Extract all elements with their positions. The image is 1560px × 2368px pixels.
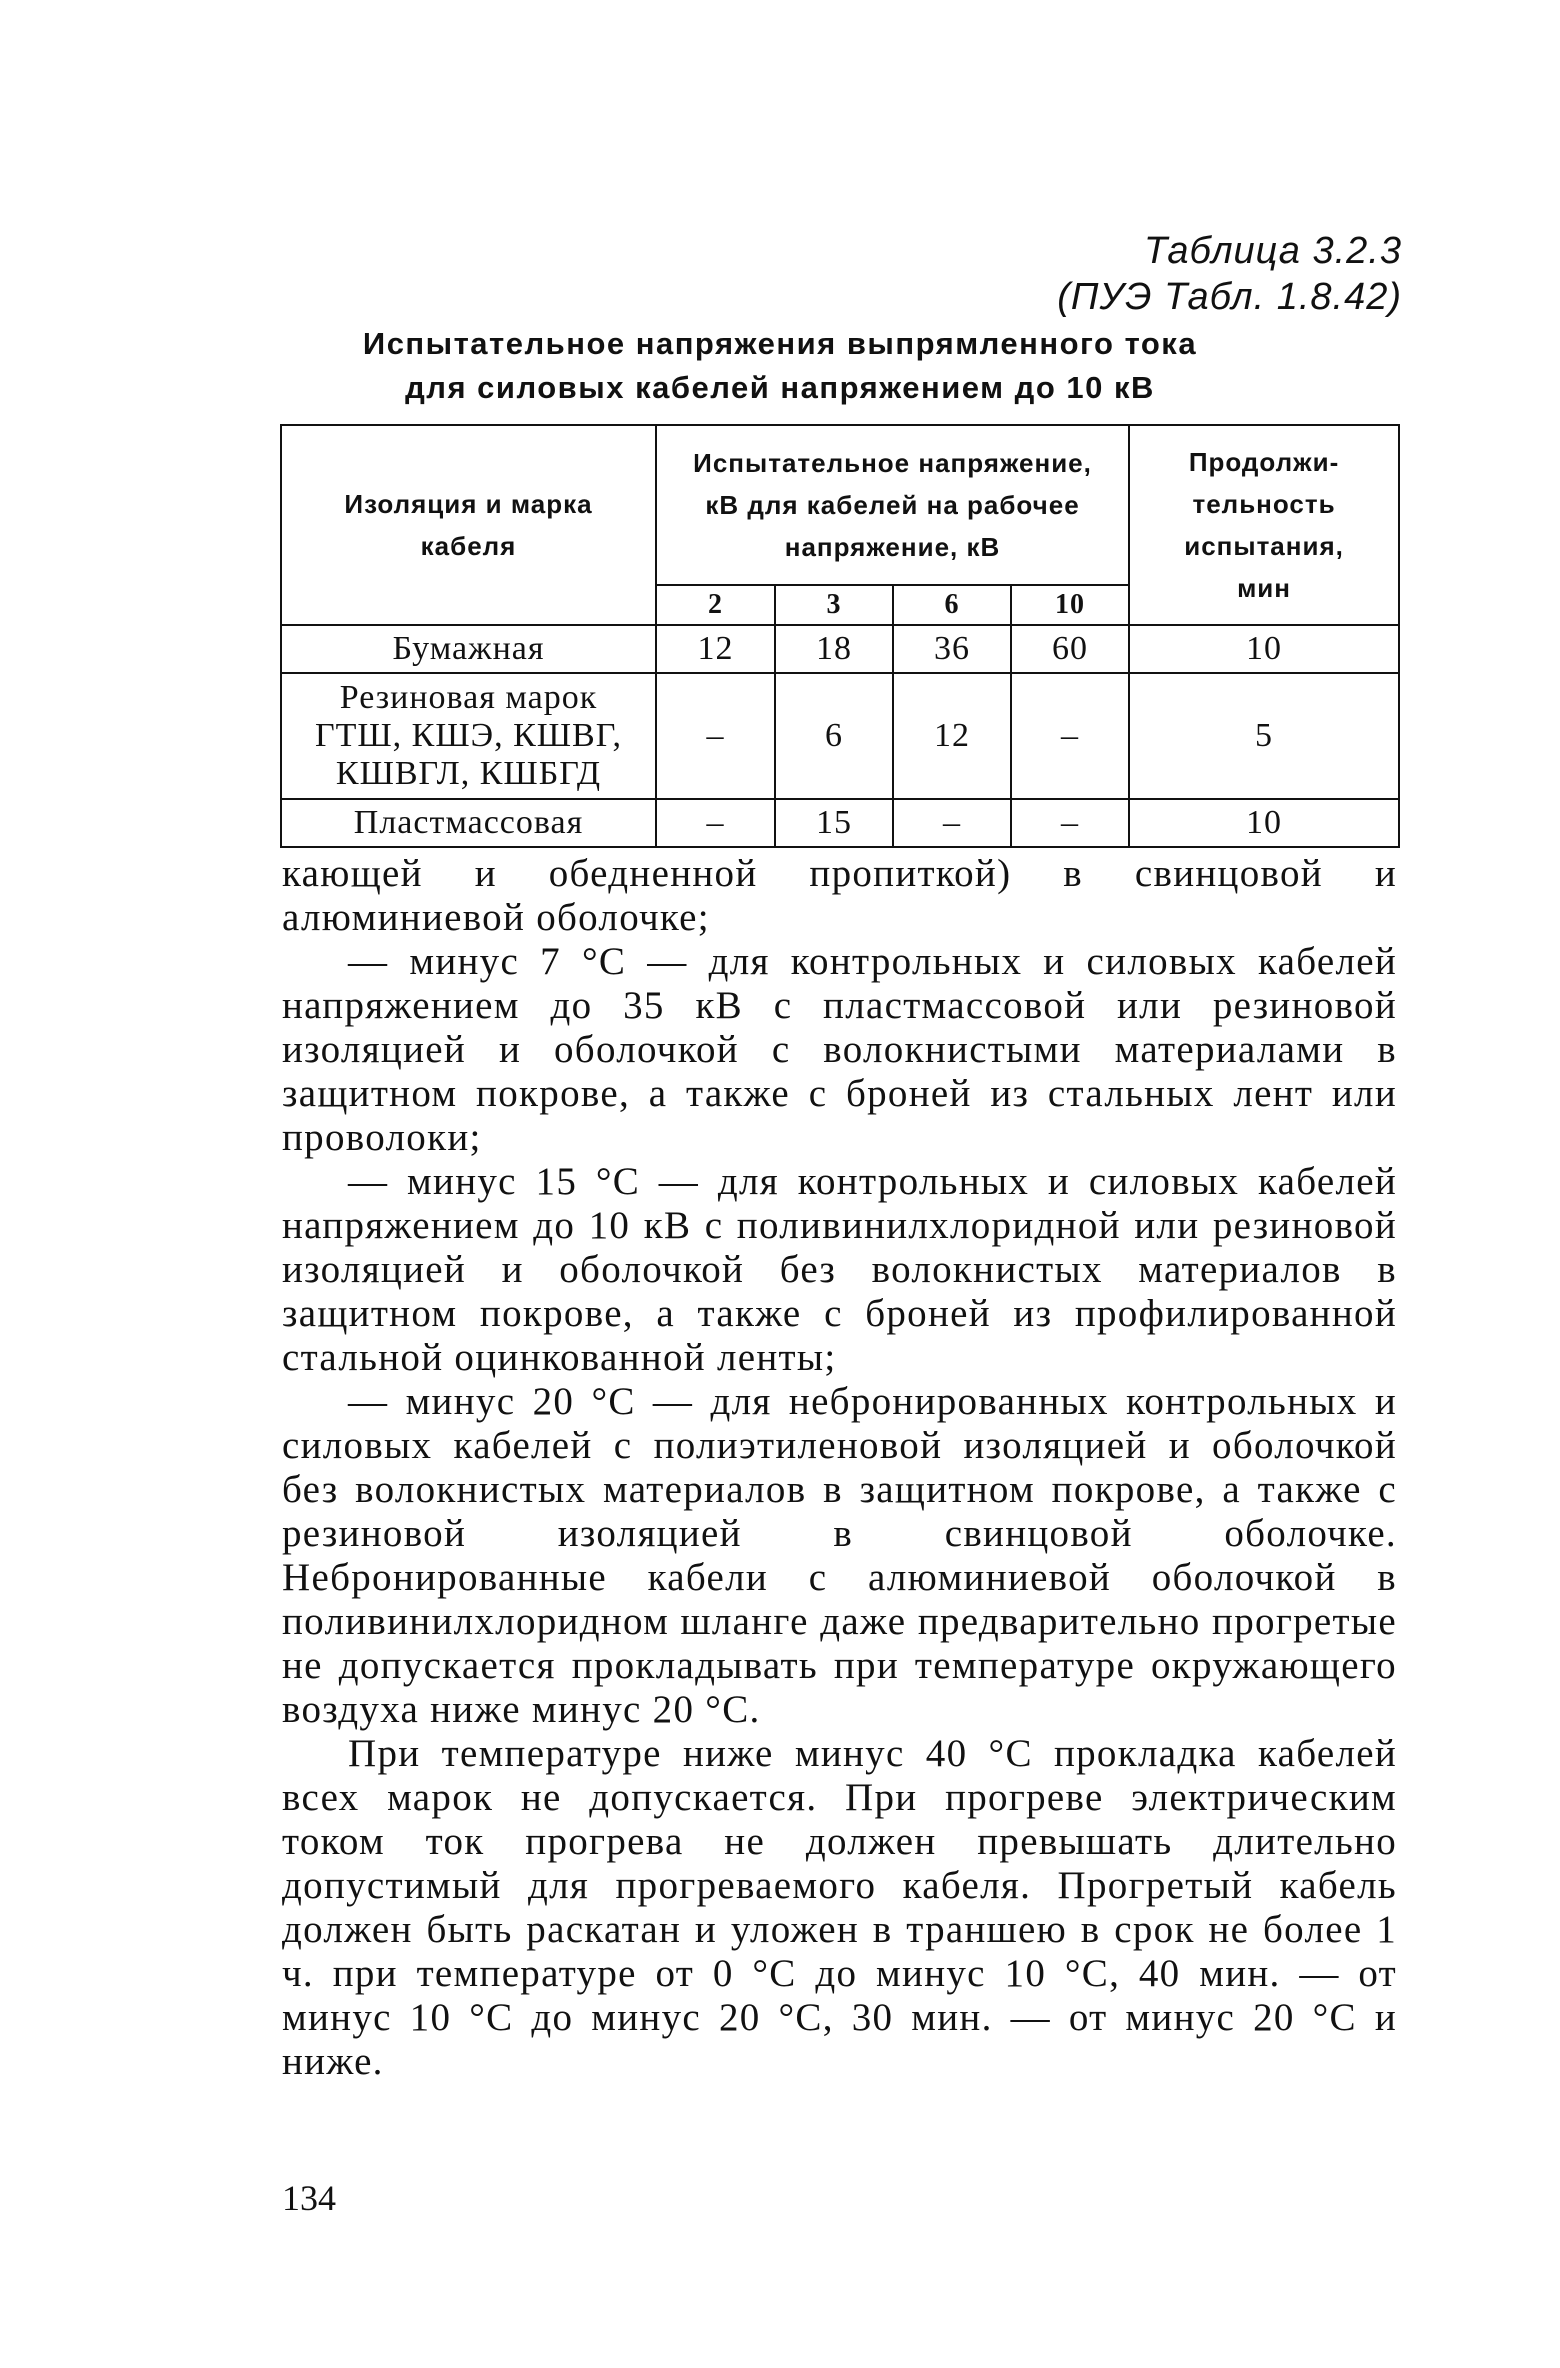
header-test-voltage: Испытательное напряжение, кВ для кабелей на рабочее напряжение, кВ: [656, 425, 1129, 585]
header-voltage-2: 2: [656, 585, 775, 625]
cell-value: 60: [1011, 625, 1129, 673]
table-reference: (ПУЭ Табл. 1.8.42): [1057, 276, 1402, 318]
header-voltage-3: 3: [775, 585, 893, 625]
table-row: [281, 673, 1399, 799]
paragraph: — минус 15 °С — для контрольных и силовых кабелей напряжением до 10 кВ с поливинилхлоридной или резиновой изоляцией и оболочкой без волокнистых материалов в защитном покрове, а также с броней из профилированной стальной оцинкованной ленты;: [282, 1160, 1397, 1379]
paragraph: — минус 20 °С — для небронированных контрольных и силовых кабелей с полиэтиленовой изоляцией и оболочкой без волокнистых материалов в защитном покрове, а также с резиновой изоляцией в свинцовой оболочке. Небронированные кабели с алюминиевой оболочкой в поливинилхлоридном шланге даже предварительно прогретые не допускается прокладывать при температуре окружающего воздуха ниже минус 20 °С.: [282, 1380, 1397, 1731]
header-voltage-6: 6: [893, 585, 1011, 625]
cell-duration: 5: [1129, 673, 1399, 799]
table-number: Таблица 3.2.3: [1144, 230, 1402, 272]
header-duration: Продолжи-тельность испытания, мин: [1129, 425, 1399, 625]
table-row: [281, 799, 1399, 847]
paragraph: кающей и обедненной пропиткой) в свинцовой и алюминиевой оболочке;: [282, 852, 1397, 939]
cell-value: –: [656, 799, 775, 847]
table-row: [281, 625, 1399, 673]
paragraph: — минус 7 °С — для контрольных и силовых кабелей напряжением до 35 кВ с пластмассовой или резиновой изоляцией и оболочкой с волокнистыми материалами в защитном покрове, а также с броней из стальных лент или проволоки;: [282, 940, 1397, 1159]
cell-value: –: [656, 673, 775, 799]
table-title-line-1: Испытательное напряжения выпрямленного тока: [362, 326, 1198, 361]
table-title: [280, 322, 1280, 410]
cell-duration: 10: [1129, 625, 1399, 673]
table-title-line-2: для силовых кабелей напряжением до 10 кВ: [405, 370, 1155, 405]
row-label: Пластмассовая: [281, 799, 656, 847]
test-voltage-table: [280, 424, 1400, 848]
row-label: Резиновая марок ГТШ, КШЭ, КШВГ, КШВГЛ, КШБГД: [281, 673, 656, 799]
header-voltage-10: 10: [1011, 585, 1129, 625]
header-insulation: Изоляция и марка кабеля: [281, 425, 656, 625]
cell-value: –: [893, 799, 1011, 847]
cell-value: 36: [893, 625, 1011, 673]
cell-duration: 10: [1129, 799, 1399, 847]
cell-value: 18: [775, 625, 893, 673]
cell-value: 15: [775, 799, 893, 847]
cell-value: 12: [893, 673, 1011, 799]
table-caption: [1057, 228, 1402, 320]
paragraph: При температуре ниже минус 40 °С прокладка кабелей всех марок не допускается. При прогреве электрическим током ток прогрева не должен превышать длительно допустимый для прогреваемого кабеля. Прогретый кабель должен быть раскатан и уложен в траншею в срок не более 1 ч. при температуре от 0 °С до минус 10 °С, 40 мин. — от минус 10 °С до минус 20 °С, 30 мин. — от минус 20 °С и ниже.: [282, 1732, 1397, 2083]
cell-value: –: [1011, 799, 1129, 847]
page-number: 134: [282, 2178, 336, 2218]
cell-value: 12: [656, 625, 775, 673]
row-label: Бумажная: [281, 625, 656, 673]
body-text: [282, 852, 1397, 2084]
cell-value: –: [1011, 673, 1129, 799]
cell-value: 6: [775, 673, 893, 799]
